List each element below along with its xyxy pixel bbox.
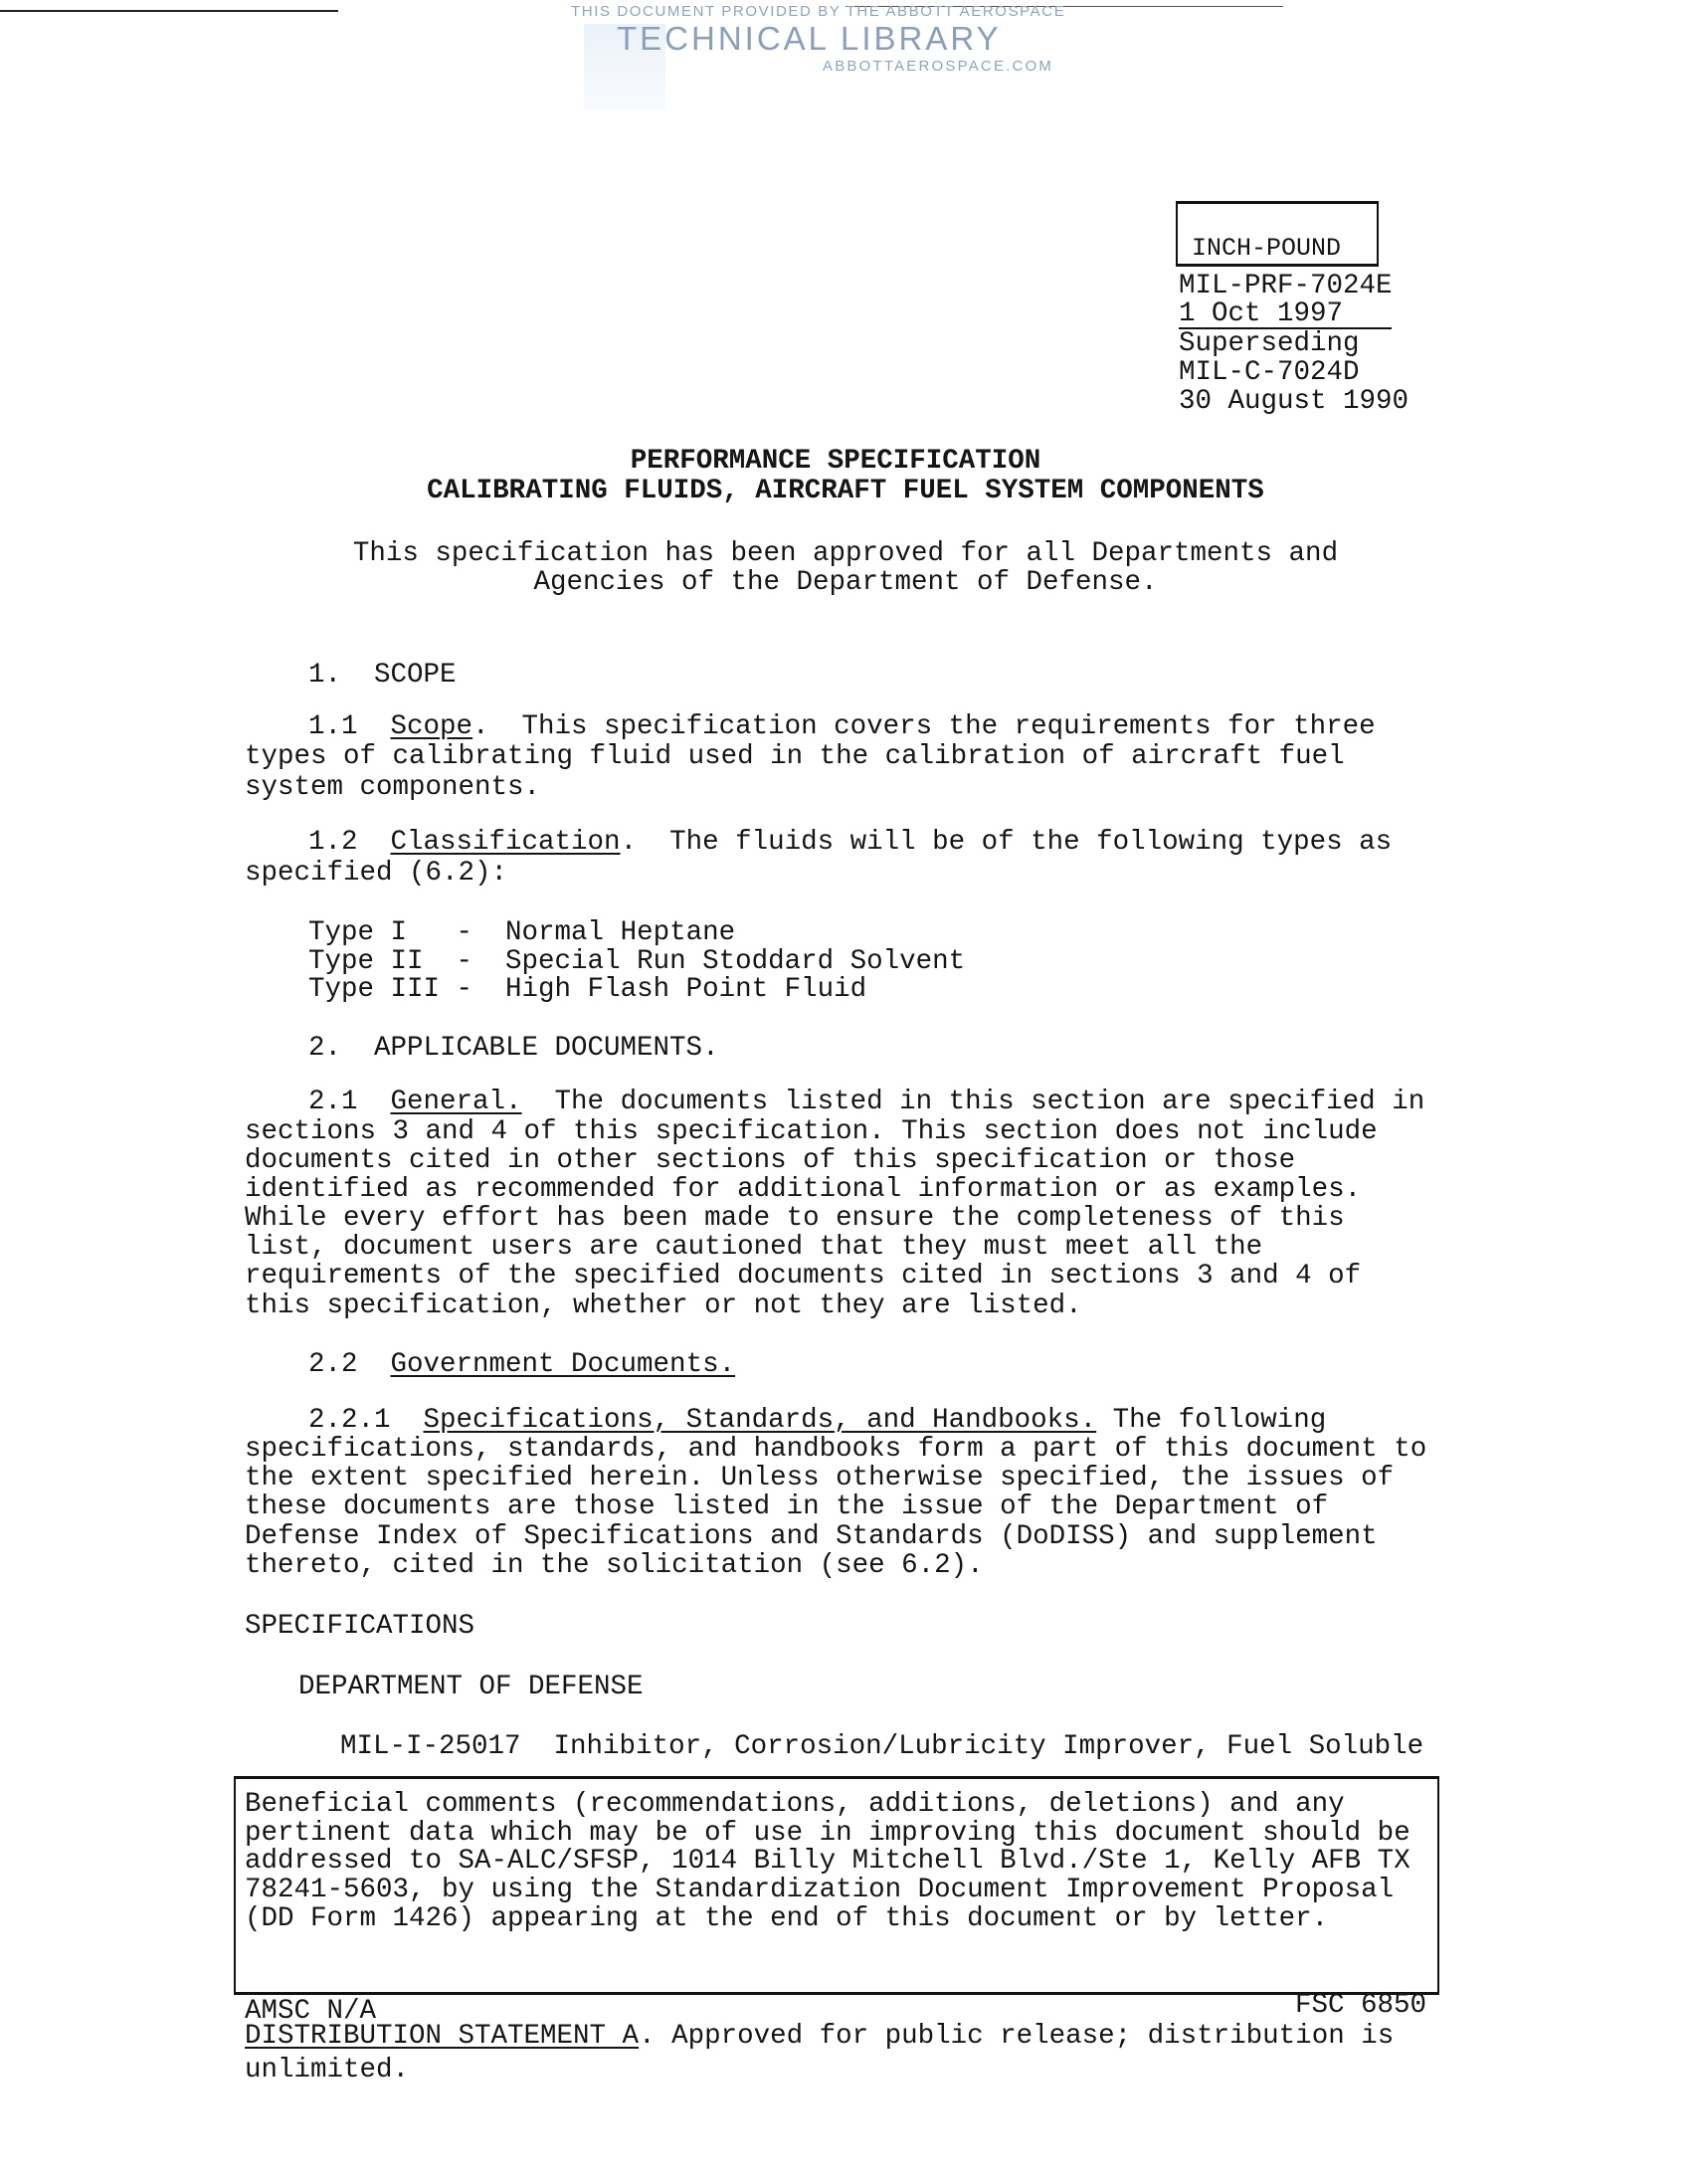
para-heading: Specifications, Standards, and Handbooks. bbox=[423, 1405, 1097, 1436]
para-heading: Classification bbox=[390, 827, 621, 858]
para-heading: Scope bbox=[390, 711, 473, 742]
para-1-1-line: types of calibrating fluid used in the calibration of aircraft fuel bbox=[245, 741, 1345, 772]
type-name: Special Run Stoddard Solvent bbox=[505, 946, 966, 977]
comments-line: (DD Form 1426) appearing at the end of this document or by letter. bbox=[245, 1903, 1329, 1934]
comments-line: Beneficial comments (recommendations, additions, deletions) and any bbox=[245, 1789, 1345, 1820]
doc-date bbox=[1179, 300, 1392, 329]
para-num: 2.2 bbox=[308, 1349, 391, 1380]
para-num: 1.2 bbox=[308, 827, 391, 858]
para-heading: Government Documents. bbox=[390, 1349, 736, 1380]
para-2-1-line: While every effort has been made to ensure the completeness of this bbox=[245, 1203, 1345, 1234]
amsc-label: AMSC N/A bbox=[245, 1996, 377, 2027]
spec-title: Inhibitor, Corrosion/Lubricity Improver, Fuel Soluble bbox=[553, 1731, 1424, 1762]
para-2-2-1-line: these documents are those listed in the issue of the Department of bbox=[245, 1491, 1329, 1522]
type-label: Type II - bbox=[308, 946, 473, 977]
para-heading: General. bbox=[390, 1087, 522, 1117]
para-text: The following bbox=[1096, 1405, 1327, 1436]
comments-line: pertinent data which may be of use in improving this document should be bbox=[245, 1818, 1410, 1849]
para-2-1-line: this specification, whether or not they are listed. bbox=[245, 1291, 1082, 1321]
type-label: Type III - bbox=[308, 974, 473, 1005]
para-1-2 bbox=[308, 828, 1392, 858]
title-line-2: CALIBRATING FLUIDS, AIRCRAFT FUEL SYSTEM COMPONENTS bbox=[427, 476, 1264, 506]
para-1-1-line: system components. bbox=[245, 772, 541, 803]
para-2-1-line: sections 3 and 4 of this specification. This section does not include bbox=[245, 1116, 1378, 1147]
para-1-2-line: specified (6.2): bbox=[245, 858, 508, 889]
section-1-heading: 1. SCOPE bbox=[308, 660, 457, 691]
para-2-2-1-line: thereto, cited in the solicitation (see 6.2). bbox=[245, 1550, 984, 1581]
para-2-1-line: identified as recommended for additional information or as examples. bbox=[245, 1174, 1362, 1205]
type-row bbox=[308, 947, 965, 977]
para-2-2-1 bbox=[308, 1406, 1326, 1436]
type-name: High Flash Point Fluid bbox=[505, 974, 867, 1005]
inch-pound-label: INCH-POUND bbox=[1192, 234, 1342, 263]
para-text: . This specification covers the requirements for three bbox=[472, 711, 1376, 742]
dept-heading: DEPARTMENT OF DEFENSE bbox=[298, 1672, 644, 1702]
distribution-line-2: unlimited. bbox=[245, 2055, 410, 2085]
type-label: Type I - bbox=[308, 917, 473, 948]
comments-line: 78241-5603, by using the Standardization Document Improvement Proposal bbox=[245, 1875, 1395, 1905]
distribution-heading: DISTRIBUTION STATEMENT A bbox=[245, 2021, 640, 2052]
inch-pound-box bbox=[1176, 201, 1379, 267]
para-2-1-line: documents cited in other sections of this specification or those bbox=[245, 1145, 1296, 1176]
specifications-heading: SPECIFICATIONS bbox=[245, 1611, 475, 1642]
approval-line-2: Agencies of the Department of Defense. bbox=[533, 567, 1158, 598]
para-1-1 bbox=[308, 712, 1376, 742]
doc-date-text: 1 Oct 1997 bbox=[1179, 298, 1344, 329]
superseded-id: MIL-C-7024D bbox=[1179, 357, 1360, 388]
para-2-2 bbox=[308, 1350, 735, 1380]
title-line-1: PERFORMANCE SPECIFICATION bbox=[630, 446, 1041, 477]
type-name: Normal Heptane bbox=[505, 917, 736, 948]
distribution-text: . Approved for public release; distribution is bbox=[639, 2021, 1395, 2052]
para-2-1-line: requirements of the specified documents cited in sections 3 and 4 of bbox=[245, 1261, 1362, 1291]
para-2-2-1-line: the extent specified herein. Unless otherwise specified, the issues of bbox=[245, 1463, 1395, 1493]
para-num: 2.2.1 bbox=[308, 1405, 424, 1436]
para-text: The documents listed in this section are specified in bbox=[521, 1087, 1425, 1117]
para-num: 2.1 bbox=[308, 1087, 391, 1117]
superseded-date: 30 August 1990 bbox=[1179, 386, 1409, 417]
watermark-top: THIS DOCUMENT PROVIDED BY THE ABBOTT AEROSPACE bbox=[571, 3, 1066, 20]
para-2-1-line: list, document users are cautioned that they must meet all the bbox=[245, 1232, 1263, 1263]
para-2-2-1-line: Defense Index of Specifications and Standards (DoDISS) and supplement bbox=[245, 1521, 1378, 1552]
para-2-1 bbox=[308, 1088, 1424, 1117]
superseding-label: Superseding bbox=[1179, 328, 1360, 359]
para-text: . The fluids will be of the following types as bbox=[620, 827, 1393, 858]
comments-line: addressed to SA-ALC/SFSP, 1014 Billy Mitchell Blvd./Ste 1, Kelly AFB TX bbox=[245, 1846, 1410, 1877]
watermark-url: ABBOTTAEROSPACE.COM bbox=[823, 58, 1054, 75]
approval-line-1: This specification has been approved for all Departments and bbox=[352, 538, 1339, 569]
para-num: 1.1 bbox=[308, 711, 391, 742]
fsc-label: FSC 6850 bbox=[1295, 1990, 1427, 2021]
scan-line-left bbox=[0, 10, 338, 12]
para-2-2-1-line: specifications, standards, and handbooks form a part of this document to bbox=[245, 1434, 1427, 1465]
spec-id: MIL-I-25017 bbox=[340, 1731, 521, 1762]
watermark-title: TECHNICAL LIBRARY bbox=[617, 20, 1002, 57]
type-row bbox=[308, 975, 866, 1005]
doc-id: MIL-PRF-7024E bbox=[1179, 271, 1393, 301]
spec-item bbox=[340, 1732, 1423, 1762]
type-row bbox=[308, 918, 735, 948]
distribution-statement bbox=[245, 2022, 1394, 2052]
section-2-heading: 2. APPLICABLE DOCUMENTS. bbox=[308, 1033, 719, 1064]
